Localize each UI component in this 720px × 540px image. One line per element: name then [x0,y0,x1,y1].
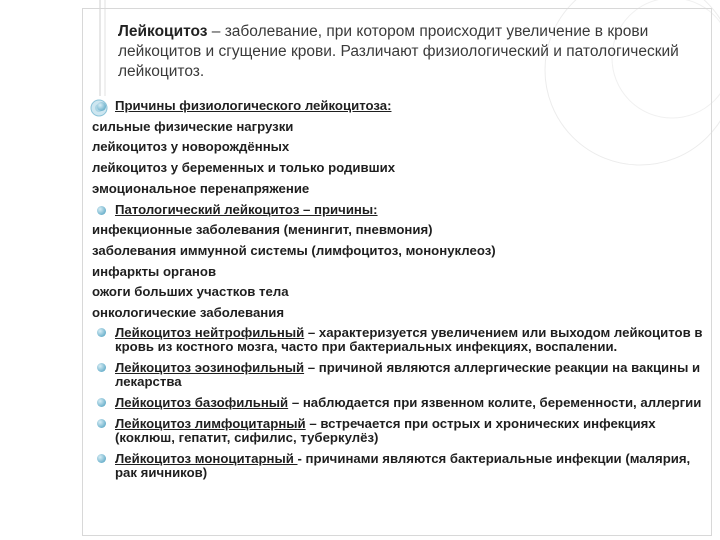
type-name: Лейкоцитоз моноцитарный [115,450,298,466]
title-text: – заболевание, при котором происходит увеличение в крови лейкоцитов и сгущение крови. Различают физиологический и патологический лейкоцитоз. [118,23,679,80]
type-item-lymphocytic [92,417,712,446]
list-item: сильные физические нагрузки [92,118,294,134]
bullet-dot-icon [97,398,106,407]
type-desc: – встречается при острых и хронических инфекциях (коклюш, гепатит, сифилис, туберкулёз) [115,415,656,446]
pathological-heading-text: Патологический лейкоцитоз – причины: [115,201,378,217]
type-name: Лейкоцитоз эозинофильный [115,359,305,375]
bullet-dot-icon [97,419,106,428]
type-name: Лейкоцитоз базофильный [115,395,289,411]
list-item: инфаркты органов [92,263,217,279]
type-name: Лейкоцитоз лимфоцитарный [115,415,306,431]
physiological-heading-text: Причины физиологического лейкоцитоза: [115,98,392,113]
bullet-dot-icon [97,363,106,372]
type-item-monocytic [92,452,712,481]
bullet-dot-icon [97,454,106,463]
bullet-dot-icon [97,328,106,337]
physiological-heading [92,96,712,117]
type-item-basophilic [92,396,712,411]
bullet-dot-icon [97,206,106,215]
list-item: онкологические заболевания [92,305,285,321]
title-term: Лейкоцитоз [118,23,208,40]
type-item-neutrophilic [92,326,712,355]
type-name: Лейкоцитоз нейтрофильный [115,324,305,340]
list-item: ожоги больших участков тела [92,284,289,300]
content-list [92,96,712,487]
bullet-dot-icon [97,102,106,111]
type-desc: – характеризуется увеличением или выходом лейкоцитов в кровь из костного мозга, часто при бактериальных инфекциях, воспалении. [115,324,703,355]
list-item: лейкоцитоз у новорождённых [92,139,290,155]
pathological-heading [92,200,712,221]
type-item-eosinophilic [92,361,712,390]
type-desc: – наблюдается при язвенном колите, беременности, аллергии [288,395,702,411]
title-paragraph [118,22,708,82]
list-item: инфекционные заболевания (менингит, пневмония) [92,222,433,238]
list-item: эмоциональное перенапряжение [92,180,310,196]
list-item: заболевания иммунной системы (лимфоцитоз, мононуклеоз) [92,242,496,258]
type-desc: - причинами являются бактериальные инфекции (малярия, рак яичников) [115,450,691,481]
list-item: лейкоцитоз у беременных и только родивших [92,160,396,176]
type-desc: – причиной являются аллергические реакции на вакцины и лекарства [115,359,701,390]
